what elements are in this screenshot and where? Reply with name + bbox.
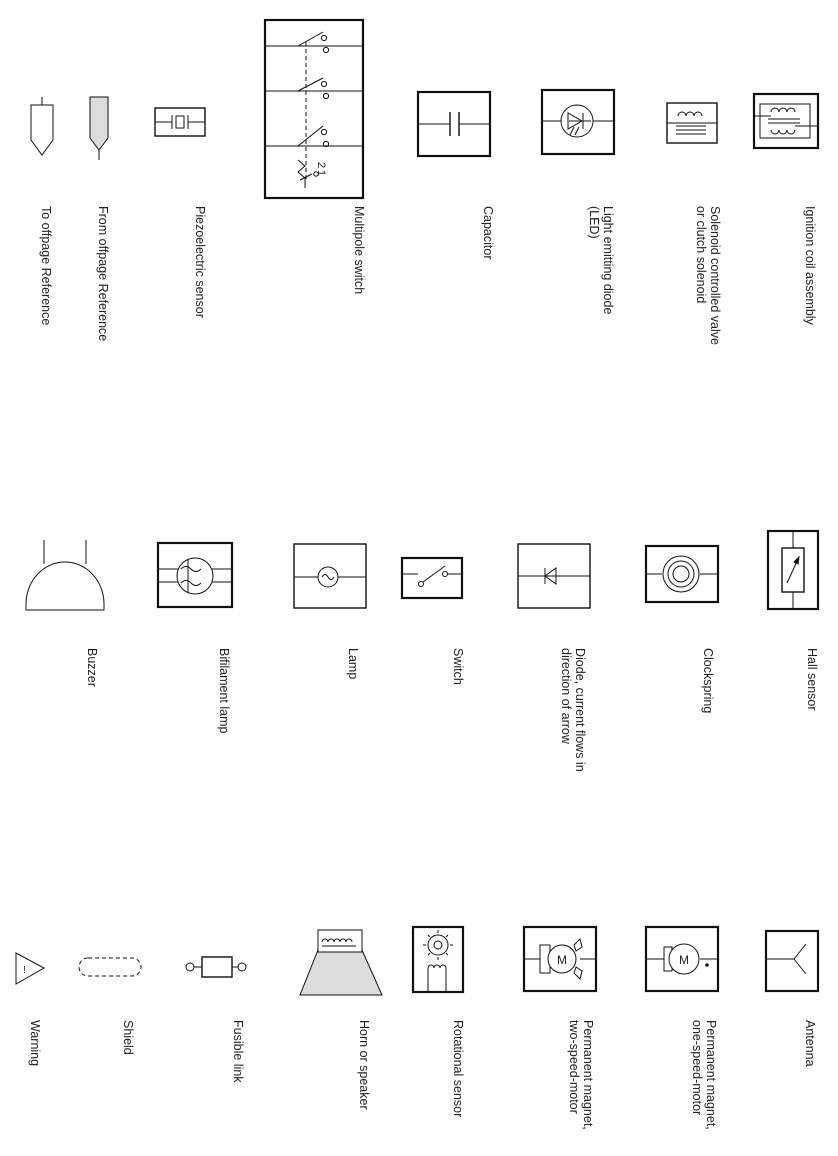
- one-speed-motor-mark: M: [679, 953, 689, 967]
- label-ignition-coil: Ignition coil assembly: [803, 206, 817, 325]
- solenoid-valve-symbol: [667, 103, 717, 143]
- label-two-speed-motor-line2: two-speed-motor: [567, 1020, 581, 1114]
- label-solenoid-line2: or clutch solenoid: [694, 206, 708, 304]
- diode-symbol: [518, 544, 590, 608]
- from-offpage-reference-symbol: [90, 97, 108, 160]
- label-antenna: Antenna: [803, 1020, 817, 1067]
- label-capacitor: Capacitor: [481, 206, 495, 260]
- label-from-offpage-reference: From offpage Reference: [96, 206, 110, 342]
- warning-symbol: [16, 953, 44, 984]
- warning-mark: !: [23, 965, 26, 976]
- horn-speaker-symbol: [300, 930, 382, 995]
- label-lamp: Lamp: [346, 648, 360, 680]
- label-shield: Shield: [121, 1020, 135, 1055]
- antenna-symbol: [766, 931, 818, 991]
- bifilament-lamp-symbol: [158, 543, 232, 607]
- label-led-line1: Light emitting diode: [601, 206, 615, 315]
- label-fusible-link: Fusible link: [231, 1020, 245, 1083]
- label-horn-speaker: Horn or speaker: [357, 1020, 371, 1110]
- to-offpage-reference-symbol: [31, 97, 53, 155]
- multipole-switch-symbol: [265, 20, 363, 198]
- label-solenoid-line1: Solenoid controlled valve: [708, 206, 722, 345]
- capacitor-symbol: [418, 92, 490, 156]
- multipole-mark-1: 1: [315, 170, 327, 177]
- ignition-coil-symbol: [754, 94, 818, 148]
- label-diode-line1: Diode, current flows in: [573, 648, 587, 772]
- label-led-line2: (LED): [587, 206, 601, 239]
- two-speed-motor-mark: M: [557, 953, 567, 967]
- label-diode-line2: direction of arrow: [559, 648, 573, 744]
- shield-symbol: [79, 958, 141, 976]
- led-symbol: [542, 90, 614, 154]
- label-multipole-switch: Multipole switch: [352, 206, 366, 295]
- multipole-mark-2: 2: [315, 162, 327, 169]
- label-one-speed-motor-line1: Permanent magnet,: [704, 1020, 718, 1130]
- label-buzzer: Buzzer: [85, 648, 99, 687]
- buzzer-symbol: [26, 540, 104, 610]
- hall-sensor-symbol: [768, 531, 818, 609]
- clockspring-symbol: [646, 546, 718, 602]
- label-clockspring: Clockspring: [701, 648, 715, 714]
- rotational-sensor-symbol: [413, 927, 463, 992]
- switch-symbol: [402, 558, 462, 598]
- fusible-link-symbol: [186, 957, 246, 977]
- label-warning: Warning: [28, 1020, 42, 1067]
- label-piezoelectric-sensor: Piezoelectric sensor: [193, 206, 207, 318]
- lamp-symbol: [294, 544, 366, 608]
- label-one-speed-motor-line2: one-speed-motor: [690, 1020, 704, 1116]
- label-rotational-sensor: Rotational sensor: [451, 1020, 465, 1118]
- label-hall-sensor: Hall sensor: [805, 648, 819, 711]
- piezoelectric-sensor-symbol: [155, 108, 205, 136]
- label-switch: Switch: [451, 648, 465, 685]
- label-to-offpage-reference: To offpage Reference: [39, 206, 53, 326]
- label-two-speed-motor-line1: Permanent magnet,: [581, 1020, 595, 1130]
- label-bifilament-lamp: Bifilament lamp: [217, 648, 231, 734]
